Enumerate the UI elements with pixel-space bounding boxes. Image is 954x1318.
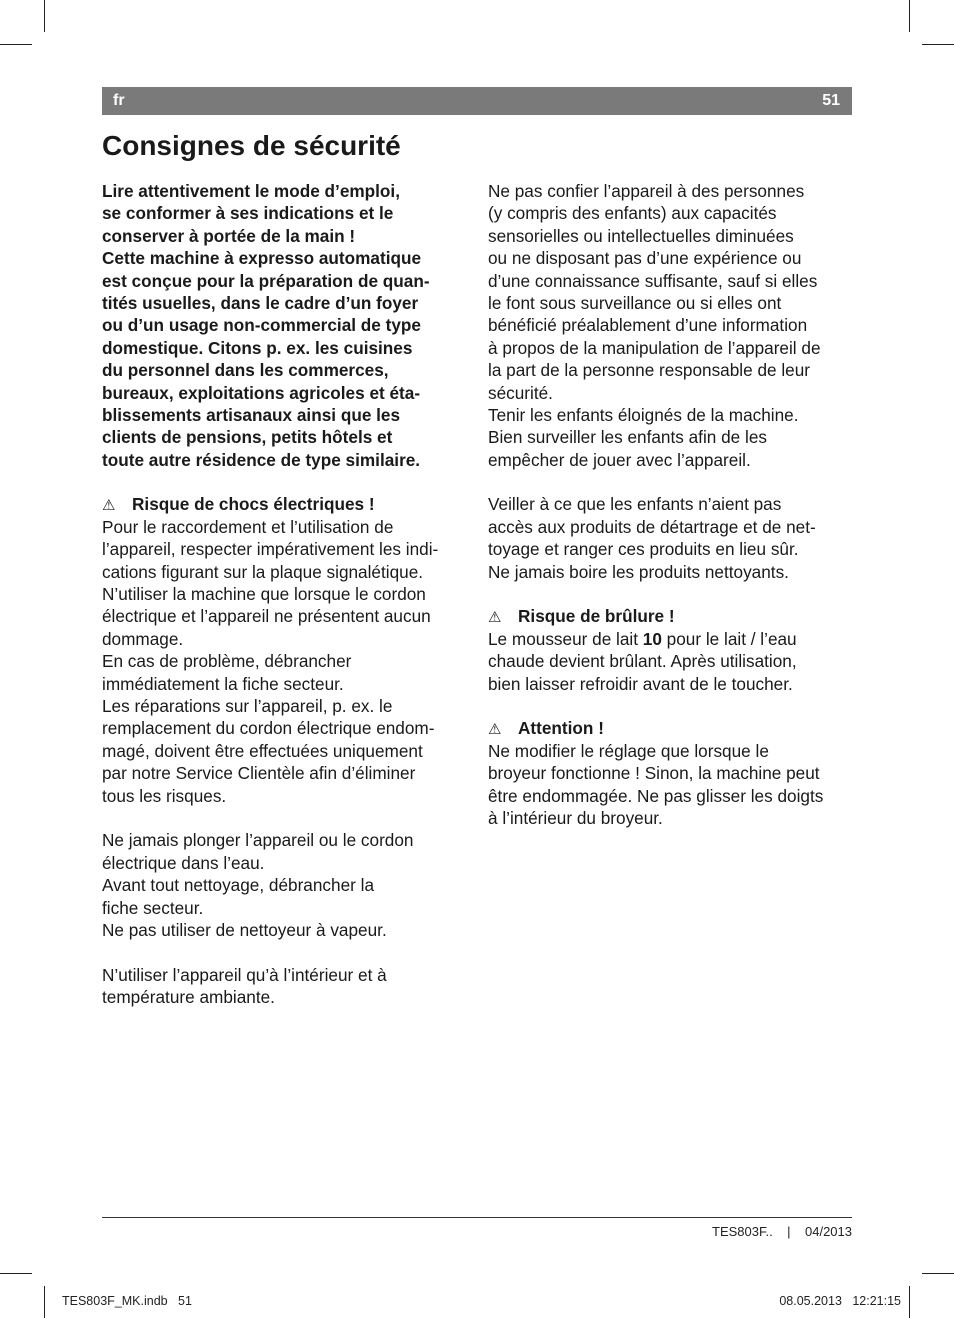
text-line: empêcher de jouer avec l’appareil. bbox=[488, 449, 751, 470]
text-line: Ne modifier le réglage que lorsque le bbox=[488, 740, 769, 761]
crop-mark bbox=[0, 44, 32, 45]
text-line: par notre Service Clientèle afin d’éliminer bbox=[102, 763, 416, 784]
text-line: à propos de la manipulation de l’appareil de bbox=[488, 337, 821, 358]
electric-warning-heading: ⚠ Risque de chocs électriques ! bbox=[102, 493, 472, 515]
text-line: accès aux produits de détartrage et de net- bbox=[488, 516, 816, 537]
burn-warning-heading: ⚠ Risque de brûlure ! bbox=[488, 605, 854, 627]
text-line: se conformer à ses indications et le bbox=[102, 203, 394, 224]
text-line: N’utiliser l’appareil qu’à l’intérieur et à bbox=[102, 964, 387, 985]
text-line: immédiatement la fiche secteur. bbox=[102, 673, 344, 694]
text-line: Veiller à ce que les enfants n’aient pas bbox=[488, 494, 782, 515]
footer-model-date: TES803F.. | 04/2013 bbox=[712, 1224, 852, 1239]
text-line: remplacement du cordon électrique endom- bbox=[102, 718, 435, 739]
text-line: est conçue pour la préparation de quan- bbox=[102, 270, 430, 291]
text-line: tités usuelles, dans le cadre d’un foyer bbox=[102, 292, 419, 313]
model-number: TES803F.. bbox=[712, 1224, 773, 1239]
text-line: bureaux, exploitations agricoles et éta- bbox=[102, 382, 421, 403]
right-column bbox=[488, 180, 854, 829]
text-line: température ambiante. bbox=[102, 987, 275, 1008]
text-line: Ne jamais boire les produits nettoyants. bbox=[488, 561, 789, 582]
text-line: En cas de problème, débrancher bbox=[102, 651, 352, 672]
text-line: Bien surveiller les enfants afin de les bbox=[488, 427, 767, 448]
text-line: chaude devient brûlant. Après utilisation, bbox=[488, 651, 797, 672]
burn-warning-line: Le mousseur de lait 10 pour le lait / l’eau bbox=[488, 628, 797, 649]
attention-section bbox=[488, 717, 854, 829]
warning-icon: ⚠ bbox=[488, 609, 502, 627]
page-header-bar bbox=[102, 87, 852, 115]
text-line: Avant tout nettoyage, débrancher la bbox=[102, 875, 375, 896]
crop-mark bbox=[44, 1286, 45, 1318]
text-line: ou ne disposant pas d’une expérience ou bbox=[488, 248, 802, 269]
warning-icon: ⚠ bbox=[488, 721, 502, 739]
text-line: conserver à portée de la main ! bbox=[102, 225, 356, 246]
text-line: du personnel dans les commerces, bbox=[102, 360, 389, 381]
text-line: blissements artisanaux ainsi que les bbox=[102, 404, 401, 425]
text-line: ou d’un usage non-commercial de type bbox=[102, 315, 421, 336]
text-line: bien laisser refroidir avant de le toucher. bbox=[488, 673, 793, 694]
electric-warning-text bbox=[102, 516, 472, 807]
text-line: tous les risques. bbox=[102, 785, 227, 806]
text-line: (y compris des enfants) aux capacités bbox=[488, 203, 777, 224]
text-line: Ne jamais plonger l’appareil ou le cordon bbox=[102, 830, 414, 851]
text-line: Pour le raccordement et l’utilisation de bbox=[102, 516, 394, 537]
cleaning-products-paragraph bbox=[488, 493, 854, 583]
temperature-text bbox=[102, 964, 472, 1009]
page-title: Consignes de sécurité bbox=[102, 130, 401, 161]
edition-date: 04/2013 bbox=[805, 1224, 852, 1239]
crop-mark bbox=[909, 0, 910, 32]
crop-mark bbox=[909, 1286, 910, 1318]
intro-paragraph bbox=[102, 180, 472, 471]
text-line: magé, doivent être effectuées uniquement bbox=[102, 740, 423, 761]
text-line: N’utiliser la machine que lorsque le cordon bbox=[102, 584, 426, 605]
text-line: domestique. Citons p. ex. les cuisines bbox=[102, 337, 413, 358]
crop-mark bbox=[922, 1273, 954, 1274]
burn-warning-section bbox=[488, 605, 854, 695]
page-number: 51 bbox=[822, 92, 840, 109]
burn-warning-text bbox=[488, 650, 854, 695]
text-line: Tenir les enfants éloignés de la machine. bbox=[488, 404, 799, 425]
print-slug-file: TES803F_MK.indb 51 bbox=[62, 1294, 192, 1308]
text-line: l’appareil, respecter impérativement les indi- bbox=[102, 539, 439, 560]
text-line: bénéficié préalablement d’une information bbox=[488, 315, 808, 336]
text-line: Les réparations sur l’appareil, p. ex. le bbox=[102, 695, 393, 716]
text-line: électrique et l’appareil ne présentent aucun bbox=[102, 606, 431, 627]
text-line: à l’intérieur du broyeur. bbox=[488, 807, 663, 828]
text-line: broyeur fonctionne ! Sinon, la machine peut bbox=[488, 763, 820, 784]
text-line: le font sous surveillance ou si elles ont bbox=[488, 292, 782, 313]
text-line: fiche secteur. bbox=[102, 897, 204, 918]
water-warning-text bbox=[102, 829, 472, 941]
text-line: dommage. bbox=[102, 628, 184, 649]
attention-heading: ⚠ Attention ! bbox=[488, 717, 854, 739]
attention-text bbox=[488, 740, 854, 830]
print-slug-timestamp: 08.05.2013 12:21:15 bbox=[779, 1294, 901, 1308]
persons-paragraph bbox=[488, 180, 854, 471]
crop-mark bbox=[922, 44, 954, 45]
warning-icon: ⚠ bbox=[102, 497, 116, 515]
text-line: Lire attentivement le mode d’emploi, bbox=[102, 181, 400, 201]
text-line: toyage et ranger ces produits en lieu sûr. bbox=[488, 539, 799, 560]
language-code: fr bbox=[113, 92, 125, 109]
electric-warning-section bbox=[102, 493, 472, 806]
text-line: être endommagée. Ne pas glisser les doigts bbox=[488, 785, 824, 806]
part-number-10: 10 bbox=[642, 628, 662, 649]
text-line: Cette machine à expresso automatique bbox=[102, 248, 422, 269]
footer-rule bbox=[102, 1217, 852, 1218]
text-line: clients de pensions, petits hôtels et bbox=[102, 427, 393, 448]
text-line: sensorielles ou intellectuelles diminuées bbox=[488, 225, 794, 246]
crop-mark bbox=[0, 1273, 32, 1274]
text-line: sécurité. bbox=[488, 382, 553, 403]
left-column bbox=[102, 180, 472, 1008]
text-line: électrique dans l’eau. bbox=[102, 852, 265, 873]
text-line: d’une connaissance suffisante, sauf si elles bbox=[488, 270, 818, 291]
text-line: Ne pas utiliser de nettoyeur à vapeur. bbox=[102, 919, 387, 940]
text-line: Ne pas confier l’appareil à des personnes bbox=[488, 181, 805, 201]
text-line: cations figurant sur la plaque signalétique. bbox=[102, 561, 424, 582]
text-line: toute autre résidence de type similaire. bbox=[102, 449, 421, 470]
crop-mark bbox=[44, 0, 45, 32]
text-line: la part de la personne responsable de leur bbox=[488, 360, 811, 381]
